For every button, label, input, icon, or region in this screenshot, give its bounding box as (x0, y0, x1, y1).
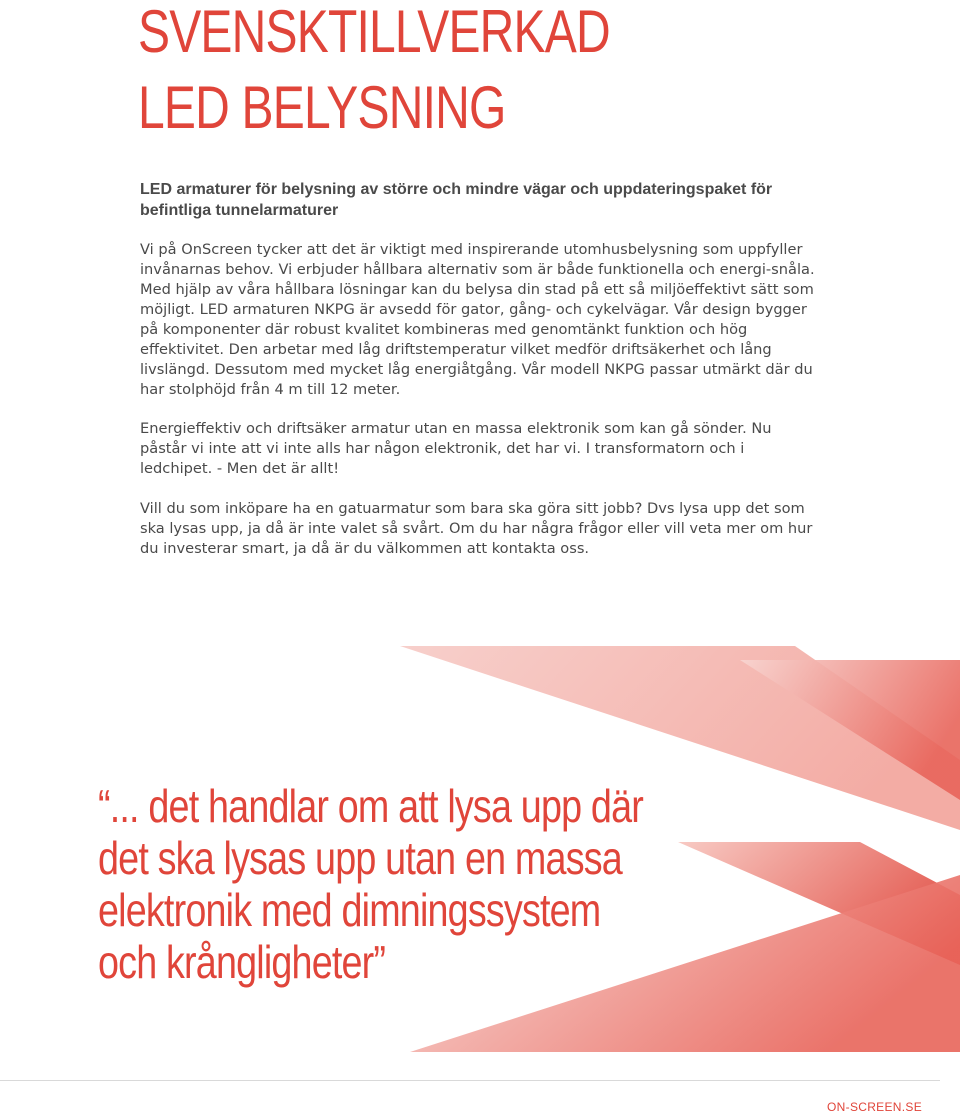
pull-quote-line-2: det ska lysas upp utan en massa (98, 832, 622, 884)
pull-quote-line-1: “... det handlar om att lysa upp där (98, 780, 643, 832)
pull-quote-line-3: elektronik med dimningssystem (98, 884, 601, 936)
pull-quote (98, 780, 643, 988)
pull-quote-line-4: och krångligheter” (98, 936, 386, 988)
body-paragraph-2: Energieffektiv och driftsäker armatur utan en massa elektronik som kan gå sönder. Nu påstår vi inte att vi inte alls har någon elektronik, det har vi. I transformatorn och i ledchipet. - Men det är allt! (140, 420, 772, 477)
lead-text: LED armaturer för belysning av större och mindre vägar och uppdateringspaket för befintliga tunnelarmaturer (140, 181, 773, 219)
heading-line-2: LED BELYSNING (138, 74, 506, 141)
heading-line-1: SVENSKTILLVERKAD (138, 0, 610, 65)
footer-website-link[interactable]: ON-SCREEN.SE (827, 1100, 922, 1114)
footer-divider (0, 1080, 940, 1081)
body-paragraph-3: Vill du som inköpare ha en gatuarmatur som bara ska göra sitt jobb? Dvs lysa upp det som ska lysas upp, ja då är inte valet så svårt. Om du har några frågor eller vill veta mer om hur du investerar smart, ja då är du välkommen att kontakta oss. (140, 500, 813, 557)
body-paragraph-1: Vi på OnScreen tycker att det är viktigt med inspirerande utomhusbelysning som uppfyller invånarnas behov. Vi erbjuder hållbara alternativ som är både funktionella och energi-snåla. Med hjälp av våra hållbara lösningar kan du belysa din stad på ett så miljöeffektivt sätt som möjligt. LED armaturen NKPG är avsedd för gator, gång- och cykelvägar. Vår design bygger på komponenter där robust kvalitet kombineras med genomtänkt funktion och hög effektivitet. Den arbetar med låg driftstemperatur vilket medför driftsäkerhet och lång livslängd. Dessutom med mycket låg energiåtgång. Vår modell NKPG passar utmärkt där du har stolphöjd från 4 m till 12 meter. (140, 241, 815, 398)
